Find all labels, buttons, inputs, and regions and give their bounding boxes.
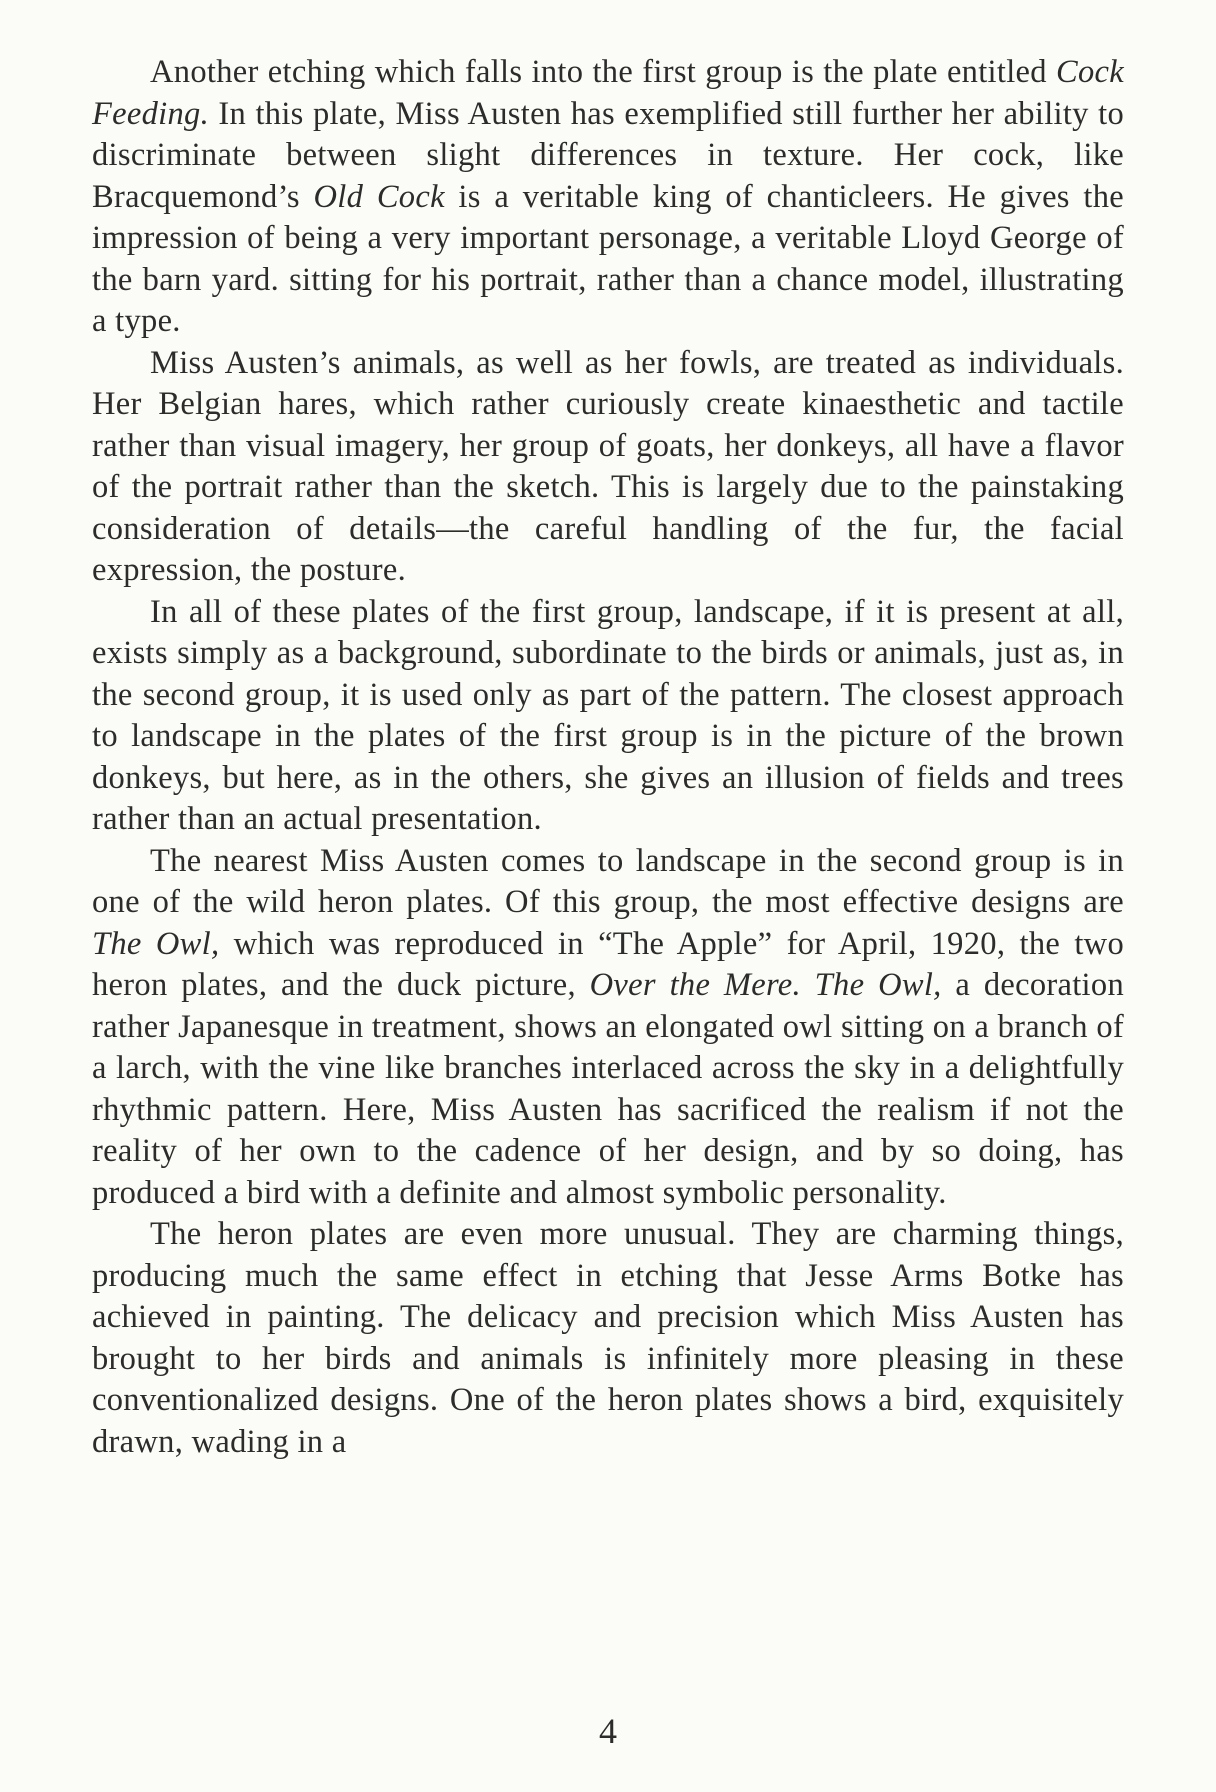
paragraph-heron [92,1214,1124,1463]
title-old-cock: Old Cock [313,178,445,215]
text-segment: Miss Austen’s animals, as well as her fowls, are treated as individuals. Her Belgian hares, which rather curiously create kinaesthetic and tactile rather than visual imagery, her group of goats, her donkeys, all have a flavor of the portrait rather than the sketch. This is largely due to the painstaking consideration of details—the careful handling of the fur, the facial expression, the posture. [92,344,1124,588]
paragraph-cock-feeding [92,52,1124,343]
text-segment: In this plate, Miss Austen has exemplified still further her ability to discriminate between slight differences in texture. Her cock, like Bracquemond’s [92,95,1124,215]
body-text [92,52,1124,1463]
title-the-owl: The Owl, [92,925,220,962]
title-cock-feeding: Cock Feeding. [92,54,1124,132]
text-segment: which was reproduced in “The Apple” for April, 1920, the two heron plates, and the duck picture, [92,925,1124,1003]
text-segment: The heron plates are even more unusual. They are charming things, producing much the same effect in etching that Jesse Arms Botke has achieved in painting. The delicacy and precision which Miss Austen has brought to her birds and animals is infinitely more pleasing in these conventionalized designs. One of the heron plates shows a bird, exquisitely drawn, wading in a [92,1216,1124,1460]
text-segment: Another etching which falls into the first group is the plate entitled [150,54,1057,90]
text-segment: a decoration rather Japanesque in treatment, shows an elongated owl sitting on a branch of a larch, with the vine like branches interlaced across the sky in a delightfully rhythmic pattern. Here, Miss Austen has sacrificed the realism if not the reality of her own to the cadence of her design, and by so doing, has produced a bird with a definite and almost symbolic personality. [92,967,1124,1211]
page-number: 4 [599,1711,617,1751]
paragraph-animals [92,343,1124,592]
text-segment: In all of these plates of the first group, landscape, if it is present at all, exists simply as a background, subordinate to the birds or animals, just as, in the second group, it is used only as part of the pattern. The closest approach to landscape in the plates of the first group is in the picture of the brown donkeys, but here, as in the others, she gives an illusion of fields and trees rather than an actual presentation. [92,593,1124,837]
text-segment: The nearest Miss Austen comes to landscape in the second group is in one of the wild heron plates. Of this group, the most effective designs are [92,842,1124,920]
title-over-the-mere: Over the Mere. The Owl, [589,967,942,1003]
text-segment: is a veritable king of chanticleers. He gives the impression of being a very important personage, a veritable Lloyd George of the barn yard. sitting for his portrait, rather than a chance model, illustrating a type. [92,178,1124,339]
paragraph-owl [92,841,1124,1215]
paragraph-landscape [92,592,1124,841]
